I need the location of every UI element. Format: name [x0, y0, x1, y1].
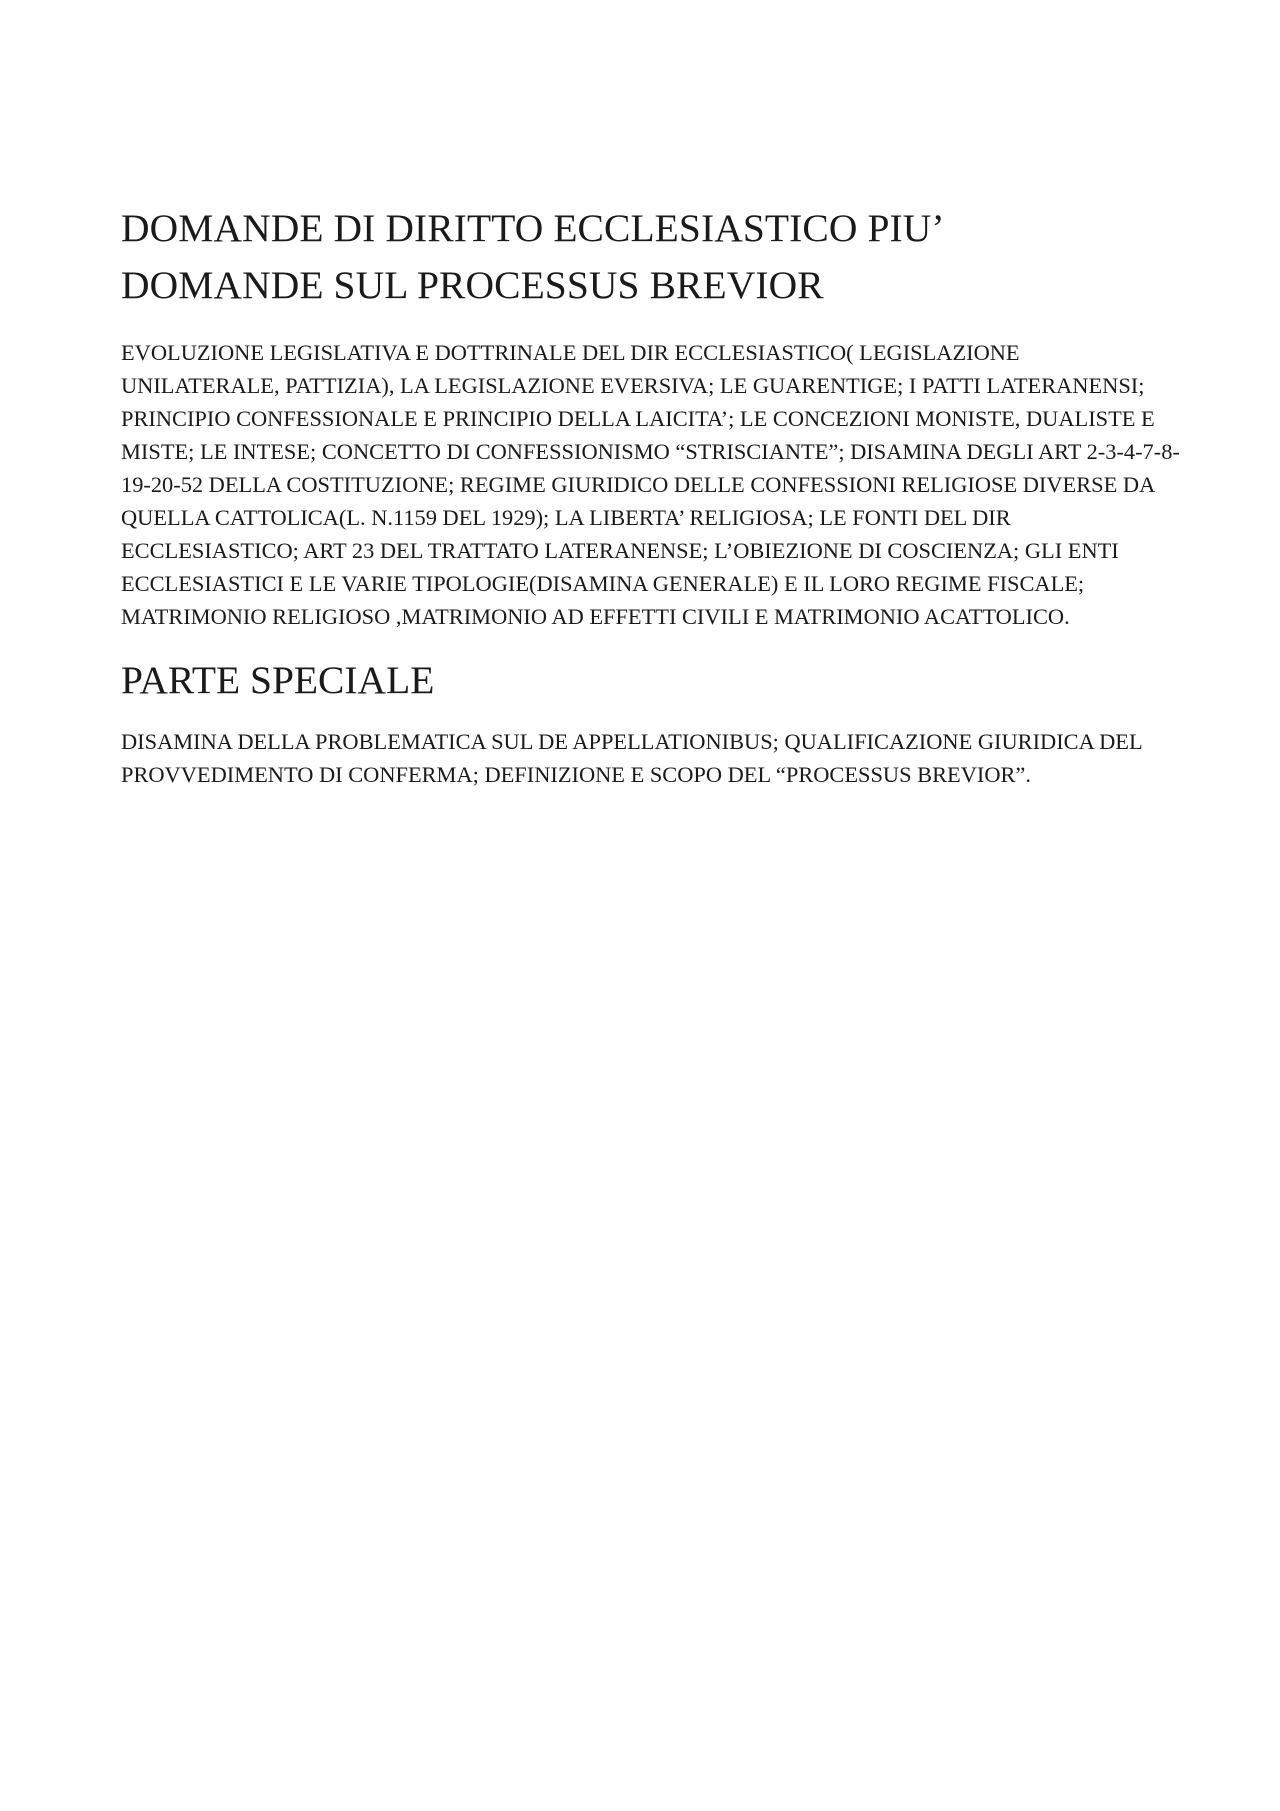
section-heading: PARTE SPECIALE: [121, 658, 435, 702]
document-title: [121, 200, 1183, 314]
document-title-line-1: DOMANDE DI DIRITTO ECCLESIASTICO PIU’: [121, 206, 945, 250]
section-paragraph: DISAMINA DELLA PROBLEMATICA SUL DE APPELLATIONIBUS; QUALIFICAZIONE GIURIDICA DEL PROVVEDIMENTO DI CONFERMA; DEFINIZIONE E SCOPO DEL “PROCESSUS BREVIOR”.: [121, 729, 1142, 787]
document-title-line-2: DOMANDE SUL PROCESSUS BREVIOR: [121, 263, 824, 307]
intro-paragraph: EVOLUZIONE LEGISLATIVA E DOTTRINALE DEL DIR ECCLESIASTICO( LEGISLAZIONE UNILATERALE, PATTIZIA), LA LEGISLAZIONE EVERSIVA; LE GUARENTIGE; I PATTI LATERANENSI; PRINCIPIO CONFESSIONALE E PRINCIPIO DELLA LAICITA’; LE CONCEZIONI MONISTE, DUALISTE E MISTE; LE INTESE; CONCETTO DI CONFESSIONISMO “STRISCIANTE”; DISAMINA DEGLI ART 2-3-4-7-8-19-20-52 DELLA COSTITUZIONE; REGIME GIURIDICO DELLE CONFESSIONI RELIGIOSE DIVERSE DA QUELLA CATTOLICA(L. N.1159 DEL 1929); LA LIBERTA’ RELIGIOSA; LE FONTI DEL DIR ECCLESIASTICO; ART 23 DEL TRATTATO LATERANENSE; L’OBIEZIONE DI COSCIENZA; GLI ENTI ECCLESIASTICI E LE VARIE TIPOLOGIE(DISAMINA GENERALE) E IL LORO REGIME FISCALE; MATRIMONIO RELIGIOSO ,MATRIMONIO AD EFFETTI CIVILI E MATRIMONIO ACATTOLICO.: [121, 340, 1180, 629]
document-content: [121, 200, 1183, 791]
